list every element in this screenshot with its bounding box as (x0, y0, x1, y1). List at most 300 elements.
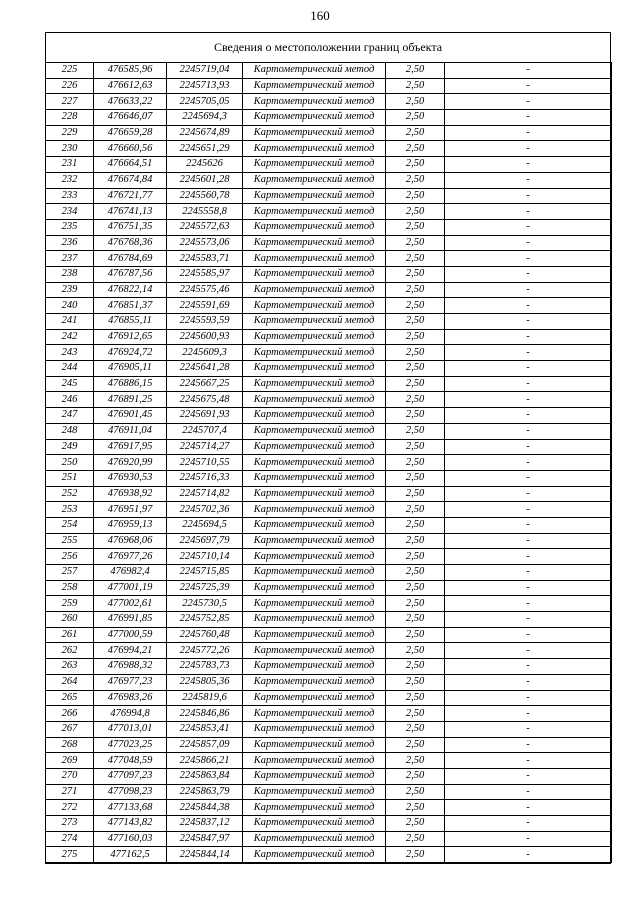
x-coordinate-cell: 476977,23 (94, 674, 167, 690)
method-cell: Картометрический метод (243, 314, 386, 330)
boundary-coordinates-table (45, 62, 612, 863)
precision-cell: 2,50 (386, 251, 445, 267)
point-number-cell: 233 (46, 188, 94, 204)
precision-cell: 2,50 (386, 439, 445, 455)
table-row (46, 63, 612, 79)
note-cell: - (445, 643, 612, 659)
x-coordinate-cell: 476968,06 (94, 533, 167, 549)
x-coordinate-cell: 476659,28 (94, 125, 167, 141)
x-coordinate-cell: 476982,4 (94, 565, 167, 581)
note-cell: - (445, 612, 612, 628)
y-coordinate-cell: 2245772,26 (167, 643, 243, 659)
precision-cell: 2,50 (386, 800, 445, 816)
y-coordinate-cell: 2245705,05 (167, 94, 243, 110)
method-cell: Картометрический метод (243, 188, 386, 204)
table-body (46, 63, 612, 863)
y-coordinate-cell: 2245719,04 (167, 63, 243, 79)
y-coordinate-cell: 2245846,86 (167, 706, 243, 722)
method-cell: Картометрический метод (243, 78, 386, 94)
method-cell: Картометрический метод (243, 298, 386, 314)
note-cell: - (445, 219, 612, 235)
x-coordinate-cell: 476664,51 (94, 157, 167, 173)
point-number-cell: 253 (46, 502, 94, 518)
table-row (46, 125, 612, 141)
y-coordinate-cell: 2245866,21 (167, 753, 243, 769)
precision-cell: 2,50 (386, 455, 445, 471)
point-number-cell: 273 (46, 816, 94, 832)
y-coordinate-cell: 2245600,93 (167, 329, 243, 345)
point-number-cell: 241 (46, 314, 94, 330)
point-number-cell: 234 (46, 204, 94, 220)
precision-cell: 2,50 (386, 831, 445, 847)
note-cell: - (445, 361, 612, 377)
table-row (46, 580, 612, 596)
method-cell: Картометрический метод (243, 63, 386, 79)
precision-cell: 2,50 (386, 596, 445, 612)
method-cell: Картометрический метод (243, 533, 386, 549)
table-row (46, 533, 612, 549)
precision-cell: 2,50 (386, 706, 445, 722)
y-coordinate-cell: 2245710,55 (167, 455, 243, 471)
precision-cell: 2,50 (386, 690, 445, 706)
precision-cell: 2,50 (386, 612, 445, 628)
note-cell: - (445, 376, 612, 392)
y-coordinate-cell: 2245863,79 (167, 784, 243, 800)
method-cell: Картометрический метод (243, 423, 386, 439)
table-row (46, 753, 612, 769)
y-coordinate-cell: 2245591,69 (167, 298, 243, 314)
point-number-cell: 266 (46, 706, 94, 722)
precision-cell: 2,50 (386, 94, 445, 110)
note-cell: - (445, 753, 612, 769)
x-coordinate-cell: 477002,61 (94, 596, 167, 612)
point-number-cell: 258 (46, 580, 94, 596)
point-number-cell: 265 (46, 690, 94, 706)
note-cell: - (445, 423, 612, 439)
x-coordinate-cell: 476784,69 (94, 251, 167, 267)
y-coordinate-cell: 2245583,71 (167, 251, 243, 267)
precision-cell: 2,50 (386, 172, 445, 188)
precision-cell: 2,50 (386, 580, 445, 596)
point-number-cell: 239 (46, 282, 94, 298)
method-cell: Картометрический метод (243, 659, 386, 675)
method-cell: Картометрический метод (243, 408, 386, 424)
table-row (46, 423, 612, 439)
x-coordinate-cell: 476959,13 (94, 517, 167, 533)
note-cell: - (445, 659, 612, 675)
y-coordinate-cell: 2245752,85 (167, 612, 243, 628)
table-row (46, 517, 612, 533)
note-cell: - (445, 533, 612, 549)
note-cell: - (445, 737, 612, 753)
point-number-cell: 246 (46, 392, 94, 408)
y-coordinate-cell: 2245730,5 (167, 596, 243, 612)
point-number-cell: 272 (46, 800, 94, 816)
table-row (46, 847, 612, 863)
x-coordinate-cell: 476822,14 (94, 282, 167, 298)
table-row (46, 502, 612, 518)
point-number-cell: 230 (46, 141, 94, 157)
y-coordinate-cell: 2245609,3 (167, 345, 243, 361)
y-coordinate-cell: 2245558,8 (167, 204, 243, 220)
x-coordinate-cell: 477097,23 (94, 768, 167, 784)
point-number-cell: 254 (46, 517, 94, 533)
table-row (46, 157, 612, 173)
table-row (46, 94, 612, 110)
point-number-cell: 242 (46, 329, 94, 345)
precision-cell: 2,50 (386, 816, 445, 832)
note-cell: - (445, 784, 612, 800)
table-row (46, 408, 612, 424)
y-coordinate-cell: 2245805,36 (167, 674, 243, 690)
precision-cell: 2,50 (386, 627, 445, 643)
note-cell: - (445, 706, 612, 722)
note-cell: - (445, 110, 612, 126)
x-coordinate-cell: 476983,26 (94, 690, 167, 706)
table-row (46, 768, 612, 784)
method-cell: Картометрический метод (243, 361, 386, 377)
table-row (46, 141, 612, 157)
x-coordinate-cell: 477013,01 (94, 721, 167, 737)
x-coordinate-cell: 476855,11 (94, 314, 167, 330)
point-number-cell: 256 (46, 549, 94, 565)
note-cell: - (445, 298, 612, 314)
method-cell: Картометрический метод (243, 580, 386, 596)
table-row (46, 361, 612, 377)
precision-cell: 2,50 (386, 219, 445, 235)
point-number-cell: 236 (46, 235, 94, 251)
point-number-cell: 267 (46, 721, 94, 737)
note-cell: - (445, 455, 612, 471)
point-number-cell: 247 (46, 408, 94, 424)
y-coordinate-cell: 2245760,48 (167, 627, 243, 643)
method-cell: Картометрический метод (243, 674, 386, 690)
point-number-cell: 261 (46, 627, 94, 643)
precision-cell: 2,50 (386, 847, 445, 863)
y-coordinate-cell: 2245847,97 (167, 831, 243, 847)
x-coordinate-cell: 477048,59 (94, 753, 167, 769)
y-coordinate-cell: 2245716,33 (167, 470, 243, 486)
method-cell: Картометрический метод (243, 753, 386, 769)
table-row (46, 737, 612, 753)
x-coordinate-cell: 477000,59 (94, 627, 167, 643)
precision-cell: 2,50 (386, 157, 445, 173)
table-row (46, 188, 612, 204)
precision-cell: 2,50 (386, 266, 445, 282)
method-cell: Картометрический метод (243, 800, 386, 816)
x-coordinate-cell: 476905,11 (94, 361, 167, 377)
y-coordinate-cell: 2245601,28 (167, 172, 243, 188)
method-cell: Картометрический метод (243, 266, 386, 282)
table-row (46, 251, 612, 267)
method-cell: Картометрический метод (243, 549, 386, 565)
precision-cell: 2,50 (386, 753, 445, 769)
y-coordinate-cell: 2245651,29 (167, 141, 243, 157)
note-cell: - (445, 831, 612, 847)
point-number-cell: 269 (46, 753, 94, 769)
note-cell: - (445, 125, 612, 141)
method-cell: Картометрический метод (243, 235, 386, 251)
x-coordinate-cell: 476951,97 (94, 502, 167, 518)
table-row (46, 219, 612, 235)
y-coordinate-cell: 2245585,97 (167, 266, 243, 282)
precision-cell: 2,50 (386, 282, 445, 298)
precision-cell: 2,50 (386, 549, 445, 565)
x-coordinate-cell: 476994,21 (94, 643, 167, 659)
x-coordinate-cell: 477160,03 (94, 831, 167, 847)
x-coordinate-cell: 476768,36 (94, 235, 167, 251)
x-coordinate-cell: 476977,26 (94, 549, 167, 565)
x-coordinate-cell: 476891,25 (94, 392, 167, 408)
method-cell: Картометрический метод (243, 172, 386, 188)
x-coordinate-cell: 477143,82 (94, 816, 167, 832)
note-cell: - (445, 235, 612, 251)
precision-cell: 2,50 (386, 141, 445, 157)
precision-cell: 2,50 (386, 63, 445, 79)
precision-cell: 2,50 (386, 408, 445, 424)
note-cell: - (445, 627, 612, 643)
method-cell: Картометрический метод (243, 204, 386, 220)
y-coordinate-cell: 2245667,25 (167, 376, 243, 392)
point-number-cell: 245 (46, 376, 94, 392)
note-cell: - (445, 502, 612, 518)
note-cell: - (445, 721, 612, 737)
x-coordinate-cell: 476917,95 (94, 439, 167, 455)
y-coordinate-cell: 2245714,82 (167, 486, 243, 502)
note-cell: - (445, 470, 612, 486)
precision-cell: 2,50 (386, 470, 445, 486)
y-coordinate-cell: 2245710,14 (167, 549, 243, 565)
table-row (46, 172, 612, 188)
precision-cell: 2,50 (386, 737, 445, 753)
precision-cell: 2,50 (386, 204, 445, 220)
precision-cell: 2,50 (386, 314, 445, 330)
note-cell: - (445, 486, 612, 502)
note-cell: - (445, 408, 612, 424)
point-number-cell: 250 (46, 455, 94, 471)
point-number-cell: 235 (46, 219, 94, 235)
note-cell: - (445, 78, 612, 94)
method-cell: Картометрический метод (243, 596, 386, 612)
precision-cell: 2,50 (386, 392, 445, 408)
x-coordinate-cell: 476674,84 (94, 172, 167, 188)
x-coordinate-cell: 476741,13 (94, 204, 167, 220)
table-row (46, 706, 612, 722)
precision-cell: 2,50 (386, 659, 445, 675)
point-number-cell: 262 (46, 643, 94, 659)
x-coordinate-cell: 476920,99 (94, 455, 167, 471)
note-cell: - (445, 580, 612, 596)
note-cell: - (445, 549, 612, 565)
precision-cell: 2,50 (386, 674, 445, 690)
y-coordinate-cell: 2245844,38 (167, 800, 243, 816)
method-cell: Картометрический метод (243, 612, 386, 628)
table-row (46, 627, 612, 643)
y-coordinate-cell: 2245572,63 (167, 219, 243, 235)
point-number-cell: 270 (46, 768, 94, 784)
x-coordinate-cell: 476633,22 (94, 94, 167, 110)
precision-cell: 2,50 (386, 110, 445, 126)
y-coordinate-cell: 2245819,6 (167, 690, 243, 706)
precision-cell: 2,50 (386, 565, 445, 581)
y-coordinate-cell: 2245844,14 (167, 847, 243, 863)
x-coordinate-cell: 476924,72 (94, 345, 167, 361)
method-cell: Картометрический метод (243, 690, 386, 706)
y-coordinate-cell: 2245675,48 (167, 392, 243, 408)
x-coordinate-cell: 476911,04 (94, 423, 167, 439)
table-row (46, 784, 612, 800)
method-cell: Картометрический метод (243, 282, 386, 298)
x-coordinate-cell: 476886,15 (94, 376, 167, 392)
table-row (46, 674, 612, 690)
point-number-cell: 229 (46, 125, 94, 141)
method-cell: Картометрический метод (243, 565, 386, 581)
point-number-cell: 238 (46, 266, 94, 282)
table-row (46, 486, 612, 502)
method-cell: Картометрический метод (243, 737, 386, 753)
point-number-cell: 251 (46, 470, 94, 486)
precision-cell: 2,50 (386, 188, 445, 204)
note-cell: - (445, 565, 612, 581)
x-coordinate-cell: 476787,56 (94, 266, 167, 282)
note-cell: - (445, 800, 612, 816)
y-coordinate-cell: 2245626 (167, 157, 243, 173)
note-cell: - (445, 141, 612, 157)
method-cell: Картометрический метод (243, 125, 386, 141)
precision-cell: 2,50 (386, 643, 445, 659)
y-coordinate-cell: 2245593,59 (167, 314, 243, 330)
y-coordinate-cell: 2245837,12 (167, 816, 243, 832)
method-cell: Картометрический метод (243, 439, 386, 455)
point-number-cell: 257 (46, 565, 94, 581)
point-number-cell: 248 (46, 423, 94, 439)
y-coordinate-cell: 2245674,89 (167, 125, 243, 141)
table-row (46, 455, 612, 471)
note-cell: - (445, 266, 612, 282)
method-cell: Картометрический метод (243, 847, 386, 863)
method-cell: Картометрический метод (243, 627, 386, 643)
precision-cell: 2,50 (386, 329, 445, 345)
point-number-cell: 274 (46, 831, 94, 847)
table-row (46, 110, 612, 126)
table-row (46, 78, 612, 94)
y-coordinate-cell: 2245694,3 (167, 110, 243, 126)
x-coordinate-cell: 476988,32 (94, 659, 167, 675)
y-coordinate-cell: 2245694,5 (167, 517, 243, 533)
x-coordinate-cell: 477162,5 (94, 847, 167, 863)
y-coordinate-cell: 2245691,93 (167, 408, 243, 424)
x-coordinate-cell: 476612,63 (94, 78, 167, 94)
table-row (46, 376, 612, 392)
note-cell: - (445, 816, 612, 832)
point-number-cell: 263 (46, 659, 94, 675)
method-cell: Картометрический метод (243, 768, 386, 784)
y-coordinate-cell: 2245713,93 (167, 78, 243, 94)
table-row (46, 266, 612, 282)
note-cell: - (445, 172, 612, 188)
y-coordinate-cell: 2245575,46 (167, 282, 243, 298)
y-coordinate-cell: 2245725,39 (167, 580, 243, 596)
y-coordinate-cell: 2245783,73 (167, 659, 243, 675)
note-cell: - (445, 847, 612, 863)
table-row (46, 659, 612, 675)
note-cell: - (445, 392, 612, 408)
note-cell: - (445, 329, 612, 345)
point-number-cell: 232 (46, 172, 94, 188)
note-cell: - (445, 314, 612, 330)
method-cell: Картометрический метод (243, 643, 386, 659)
method-cell: Картометрический метод (243, 141, 386, 157)
table-row (46, 329, 612, 345)
point-number-cell: 240 (46, 298, 94, 314)
x-coordinate-cell: 476660,56 (94, 141, 167, 157)
x-coordinate-cell: 476646,07 (94, 110, 167, 126)
precision-cell: 2,50 (386, 423, 445, 439)
table-row (46, 439, 612, 455)
table-row (46, 314, 612, 330)
precision-cell: 2,50 (386, 784, 445, 800)
x-coordinate-cell: 477001,19 (94, 580, 167, 596)
x-coordinate-cell: 476991,85 (94, 612, 167, 628)
table-row (46, 690, 612, 706)
precision-cell: 2,50 (386, 533, 445, 549)
note-cell: - (445, 251, 612, 267)
x-coordinate-cell: 476851,37 (94, 298, 167, 314)
point-number-cell: 264 (46, 674, 94, 690)
precision-cell: 2,50 (386, 78, 445, 94)
y-coordinate-cell: 2245573,06 (167, 235, 243, 251)
table-row (46, 565, 612, 581)
y-coordinate-cell: 2245857,09 (167, 737, 243, 753)
method-cell: Картометрический метод (243, 376, 386, 392)
method-cell: Картометрический метод (243, 470, 386, 486)
method-cell: Картометрический метод (243, 345, 386, 361)
note-cell: - (445, 94, 612, 110)
table-row (46, 235, 612, 251)
method-cell: Картометрический метод (243, 816, 386, 832)
point-number-cell: 260 (46, 612, 94, 628)
note-cell: - (445, 674, 612, 690)
precision-cell: 2,50 (386, 125, 445, 141)
table-row (46, 392, 612, 408)
note-cell: - (445, 596, 612, 612)
note-cell: - (445, 204, 612, 220)
precision-cell: 2,50 (386, 721, 445, 737)
precision-cell: 2,50 (386, 345, 445, 361)
point-number-cell: 228 (46, 110, 94, 126)
method-cell: Картометрический метод (243, 706, 386, 722)
note-cell: - (445, 768, 612, 784)
note-cell: - (445, 157, 612, 173)
page-number: 160 (310, 8, 330, 23)
x-coordinate-cell: 476751,35 (94, 219, 167, 235)
x-coordinate-cell: 476994,8 (94, 706, 167, 722)
method-cell: Картометрический метод (243, 251, 386, 267)
method-cell: Картометрический метод (243, 110, 386, 126)
method-cell: Картометрический метод (243, 721, 386, 737)
method-cell: Картометрический метод (243, 517, 386, 533)
precision-cell: 2,50 (386, 235, 445, 251)
method-cell: Картометрический метод (243, 831, 386, 847)
y-coordinate-cell: 2245853,41 (167, 721, 243, 737)
y-coordinate-cell: 2245702,36 (167, 502, 243, 518)
point-number-cell: 226 (46, 78, 94, 94)
precision-cell: 2,50 (386, 376, 445, 392)
table-row (46, 596, 612, 612)
y-coordinate-cell: 2245715,85 (167, 565, 243, 581)
point-number-cell: 244 (46, 361, 94, 377)
table-row (46, 204, 612, 220)
